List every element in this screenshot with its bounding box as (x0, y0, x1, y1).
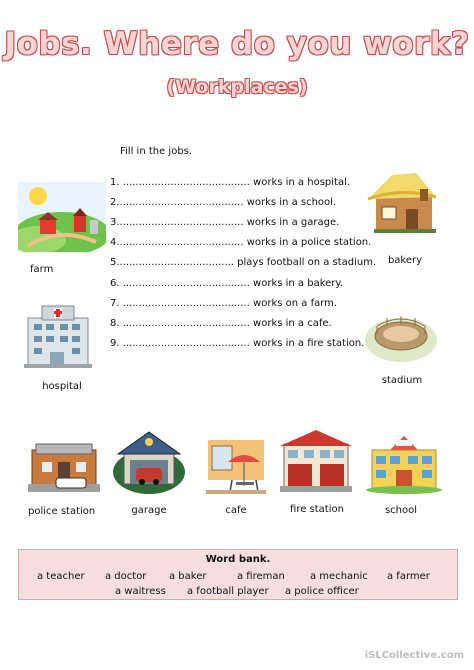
cafe-image (206, 436, 266, 496)
farm-image (18, 182, 106, 252)
word-bank-item: a police officer (285, 586, 359, 597)
question-6: 6. ........................................ works in a bakery. (110, 278, 344, 289)
school-label: school (384, 505, 418, 516)
word-bank-item: a doctor (105, 571, 147, 582)
word-bank-item: a mechanic (310, 571, 368, 582)
word-bank-item: a waitress (115, 586, 166, 597)
question-1: 1. ........................................ works in a hospital. (110, 177, 351, 188)
word-bank (18, 549, 458, 600)
police-station-label: police station (28, 506, 96, 517)
word-bank-title: Word bank. (205, 554, 271, 565)
garage-label: garage (131, 505, 167, 516)
bakery-image (362, 167, 442, 239)
question-3: 3........................................ works in a garage. (110, 217, 340, 228)
worksheet-subtitle: (Workplaces) (166, 76, 308, 98)
fire-station-image (280, 428, 352, 494)
fire-station-label: fire station (290, 504, 344, 515)
bakery-label: bakery (387, 255, 423, 266)
word-bank-item: a teacher (37, 571, 85, 582)
word-bank-item: a baker (169, 571, 207, 582)
hospital-label: hospital (42, 381, 82, 392)
word-bank-item: a farmer (387, 571, 430, 582)
question-7: 7. ........................................ works on a farm. (110, 298, 338, 309)
garage-image (112, 428, 186, 494)
farm-label: farm (30, 264, 54, 275)
question-4: 4........................................ works in a police station. (110, 237, 372, 248)
hospital-image (20, 298, 94, 372)
cafe-label: cafe (225, 505, 247, 516)
school-image (366, 432, 442, 494)
worksheet-title: Jobs. Where do you work? (4, 26, 470, 62)
word-bank-item: a fireman (237, 571, 285, 582)
stadium-label: stadium (381, 375, 423, 386)
word-bank-item: a football player (187, 586, 269, 597)
police-station-image (28, 438, 100, 494)
stadium-image (362, 304, 440, 366)
question-2: 2........................................ works in a school. (110, 197, 337, 208)
question-5: 5..................................... plays football on a stadium. (110, 257, 377, 268)
question-8: 8. ........................................ works in a cafe. (110, 318, 332, 329)
question-9: 9. ........................................ works in a fire station. (110, 338, 365, 349)
footer-watermark: iSLCollective.com (364, 650, 464, 661)
instruction-text: Fill in the jobs. (120, 146, 193, 157)
